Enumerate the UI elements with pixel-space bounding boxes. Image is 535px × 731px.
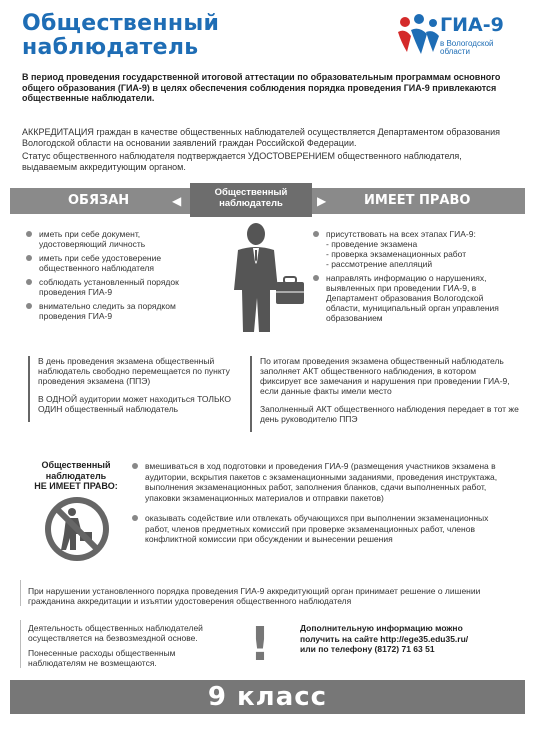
list-item: соблюдать установленный порядок проведения ГИА-9: [26, 277, 206, 297]
bullet-icon: [132, 463, 138, 469]
obliged-list: [26, 229, 206, 325]
prohibited-list: [132, 461, 512, 555]
logo-title: ГИА-9: [440, 14, 504, 36]
list-item: присутствовать на всех этапах ГИА-9: - проведение экзамена - проверка экзаменационных работ - рассмотрение апелляций: [313, 229, 518, 269]
list-item: оказывать содействие или отвлекать обучающихся при выполнении экзаменационных работ, членов предметных комиссий при проверке экзаменационных работ, членов конфликтной комиссии при обсуждении и вынесении решения: [132, 513, 512, 545]
bullet-icon: [132, 515, 138, 521]
logo-subtitle-line1: в Вологодской: [440, 39, 494, 48]
page-title-line2: наблюдатель: [22, 35, 199, 60]
intro-paragraph: В период проведения государственной итоговой аттестации по образовательным программам основного общего образования (ГИА-9) в целях обеспечения соблюдения порядка проведения ГИА-9 привлекаются общественные наблюдатели.: [22, 72, 501, 103]
bullet-icon: [26, 279, 32, 285]
prohibited-icon: [42, 494, 112, 564]
arrow-left-icon: ◀: [172, 194, 182, 208]
accreditation-text: АККРЕДИТАЦИЯ граждан в качестве общественных наблюдателей осуществляется Департаментом образования Вологодской области на основании заявлений граждан Российской Федерации.: [22, 127, 501, 148]
page-title: [22, 12, 219, 60]
results-box: [250, 356, 520, 432]
arrow-right-icon: ▶: [317, 194, 327, 208]
accreditation-section: [22, 127, 517, 175]
band-center-label: [190, 183, 312, 217]
free-activity-section: [28, 623, 228, 673]
band-center-line1: Общественный: [214, 187, 288, 198]
list-item: иметь при себе удостоверение общественного наблюдателя: [26, 253, 206, 273]
contact-info: Дополнительную информацию можно получить на сайте http://ege35.edu35.ru/ или по телефону (8172) 71 63 51: [300, 623, 469, 654]
certificate-text: Статус общественного наблюдателя подтверждается УДОСТОВЕРЕНИЕМ общественного наблюдателя, выдаваемым аккредитующим органом.: [22, 151, 462, 172]
band-center-line2: наблюдатель: [219, 198, 283, 209]
observer-person-icon: [226, 220, 306, 335]
logo-subtitle-line2: области: [440, 47, 470, 56]
bullet-icon: [313, 231, 319, 237]
bullet-icon: [26, 303, 32, 309]
band-obliged-label: ОБЯЗАН: [68, 193, 130, 208]
list-item: направлять информацию о нарушениях, выявленных при проведении ГИА-9, в Департамент образования Вологодской области, муниципальный орган управления образованием: [313, 273, 518, 323]
expenses-text: Понесенные расходы общественным наблюдателям не возмещаются.: [28, 648, 176, 668]
exclamation-icon: !: [249, 617, 271, 671]
exam-day-box: [28, 356, 243, 422]
list-item: иметь при себе документ, удостоверяющий личность: [26, 229, 206, 249]
violation-note: При нарушении установленного порядка проведения ГИА-9 аккредитующий орган принимает решение о лишении гражданина аккредитации и изъятии удостоверения общественного наблюдателя: [28, 586, 481, 606]
list-item: вмешиваться в ход подготовки и проведения ГИА-9 (размещения участников экзамена в аудитории, вскрытия пакетов с экзаменационными заданиями, проведения инструктажа, выполнения экзаменационных работ, заполнения бланков, сдачи выполненных работ, упаковки экзаменационных материалов и отправки пакетов): [132, 461, 512, 503]
bullet-icon: [26, 231, 32, 237]
page-title-line1: Общественный: [22, 11, 220, 36]
divider: [20, 620, 21, 668]
divider: [20, 580, 21, 606]
list-item: внимательно следить за порядком проведения ГИА-9: [26, 301, 206, 321]
band-rights-label: ИМЕЕТ ПРАВО: [364, 193, 471, 208]
free-activity-text: Деятельность общественных наблюдателей осуществляется на безвозмездной основе.: [28, 623, 203, 643]
bullet-icon: [26, 255, 32, 261]
grade-footer: 9 класс: [10, 680, 525, 714]
exam-day-text: В день проведения экзамена общественный наблюдатель свободно перемещается по пункту проведения экзамена (ППЭ): [38, 356, 230, 386]
prohibited-title: Общественный наблюдатель НЕ ИМЕЕТ ПРАВО:: [34, 460, 118, 491]
one-observer-text: В ОДНОЙ аудитории может находиться ТОЛЬКО ОДИН общественный наблюдатель: [38, 394, 232, 414]
bullet-icon: [313, 275, 319, 281]
rights-list: [313, 229, 518, 327]
results-text: По итогам проведения экзамена общественный наблюдатель заполняет АКТ общественного наблюдения, в котором фиксирует все замечания и нарушения при проведении ГИА-9, если данные факты имели место: [260, 356, 510, 396]
act-transfer-text: Заполненный АКТ общественного наблюдения передает в тот же день руководителю ППЭ: [260, 404, 519, 424]
logo-subtitle: [440, 40, 493, 56]
